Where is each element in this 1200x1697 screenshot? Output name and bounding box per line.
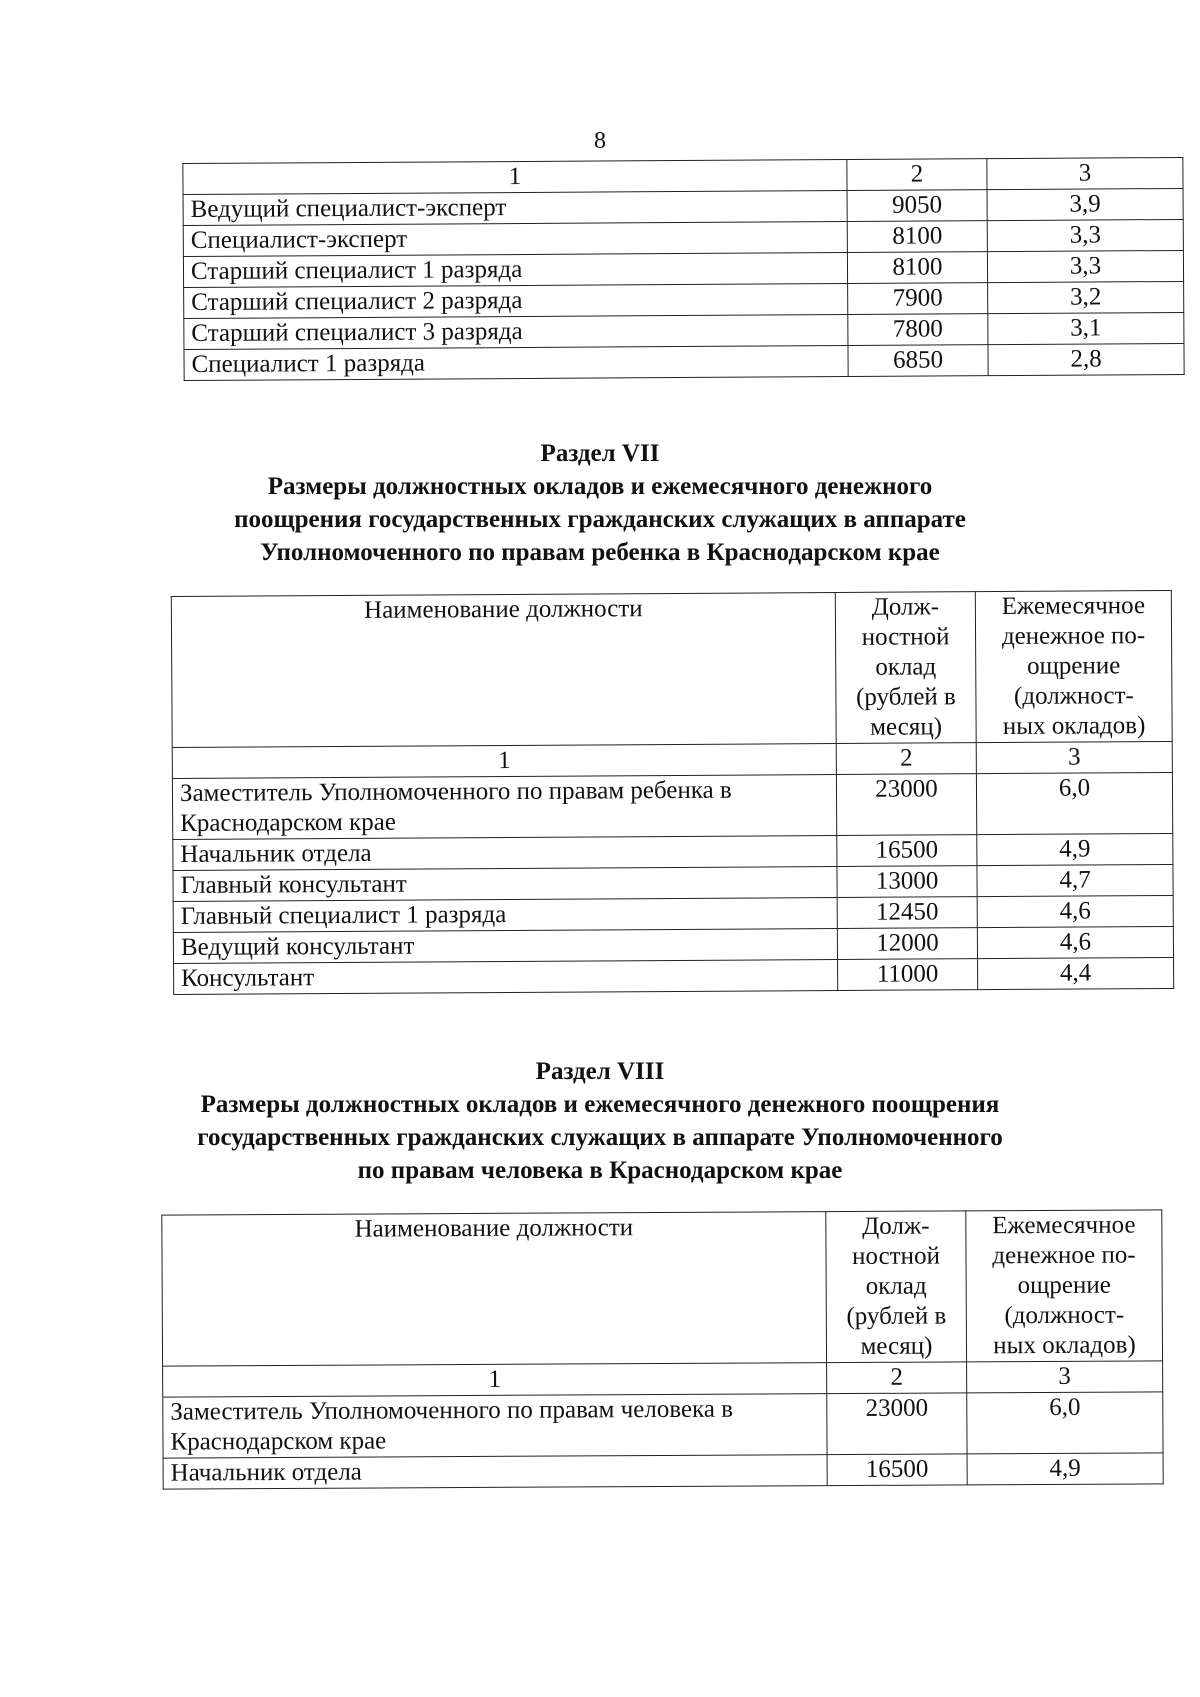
bonus-value: 4,9 (977, 833, 1173, 865)
section-7-salary-table (171, 590, 1174, 995)
bonus-value: 4,6 (977, 895, 1173, 927)
position-name: Консультант (174, 959, 838, 994)
column-number: 1 (183, 160, 847, 195)
header-line: Долж- (862, 1212, 930, 1240)
table-row (163, 1392, 1163, 1458)
bonus-value: 6,0 (967, 1392, 1163, 1454)
header-line: (должност- (1013, 682, 1134, 710)
header-line: оклад (875, 653, 937, 681)
column-number: 3 (967, 1361, 1163, 1393)
position-name: Старший специалист 3 разряда (184, 314, 848, 349)
header-line: ностной (861, 623, 950, 651)
header-row (171, 590, 1172, 747)
salary-value: 6850 (848, 345, 988, 377)
bonus-value: 6,0 (976, 772, 1172, 834)
salary-value: 8100 (847, 221, 987, 253)
column-number: 2 (847, 159, 987, 191)
bonus-value: 4,9 (967, 1453, 1163, 1485)
table-row (163, 1453, 1163, 1489)
header-line: (рублей в (855, 683, 956, 711)
bonus-value: 4,6 (977, 926, 1173, 958)
header-line: Ежемесячное (1001, 592, 1146, 620)
section-subtitle-line: государственных гражданских служащих в аппарате Уполномоченного (197, 1124, 1003, 1151)
header-line: ных окладов) (1002, 712, 1146, 740)
bonus-value: 3,3 (987, 219, 1183, 251)
salary-value: 8100 (847, 252, 987, 284)
salary-value: 9050 (847, 190, 987, 222)
position-line: Заместитель Уполномоченного по правам человека в (170, 1395, 734, 1426)
position-name: Главный консультант (173, 866, 837, 901)
salary-value: 12450 (837, 897, 977, 929)
column-number: 1 (172, 743, 836, 778)
salary-value: 7800 (848, 314, 988, 346)
header-bonus (966, 1210, 1163, 1362)
section-subtitle-line: Размеры должностных окладов и ежемесячного денежного поощрения (200, 1091, 1000, 1118)
position-line: Краснодарском крае (180, 808, 397, 838)
header-line: ных окладов) (993, 1331, 1136, 1360)
position-name: Ведущий специалист-эксперт (183, 190, 847, 225)
header-line: Ежемесячное (992, 1211, 1136, 1240)
salary-value: 23000 (836, 774, 976, 836)
bonus-value: 3,9 (987, 188, 1183, 220)
header-line: ностной (852, 1242, 940, 1271)
header-position-name: Наименование должности (171, 593, 836, 748)
section-title: Раздел VII (540, 440, 660, 467)
column-number: 1 (163, 1363, 827, 1397)
salary-value: 16500 (827, 1454, 967, 1486)
column-number: 2 (827, 1362, 967, 1394)
table-row (184, 343, 1184, 380)
header-line: месяц) (860, 1332, 933, 1360)
salary-value: 7900 (848, 283, 988, 315)
header-line: ощрение (1017, 1271, 1111, 1300)
section-subtitle-line: Уполномоченного по правам ребенка в Краснодарском крае (260, 539, 940, 566)
section-8-heading (0, 1055, 1200, 1187)
position-name: Начальник отдела (163, 1455, 827, 1489)
position-name: Специалист 1 разряда (184, 345, 848, 380)
header-line: (должност- (1004, 1301, 1125, 1330)
salary-value: 23000 (827, 1393, 967, 1455)
header-line: денежное по- (1001, 622, 1146, 650)
position-name (163, 1394, 827, 1458)
position-name: Специалист-эксперт (183, 221, 847, 256)
header-position-name: Наименование должности (162, 1212, 827, 1366)
table-row (172, 772, 1172, 839)
section-subtitle-line: поощрения государственных гражданских служащих в аппарате (234, 506, 966, 533)
header-line: месяц) (870, 713, 943, 741)
bonus-value: 3,2 (988, 281, 1184, 313)
position-name: Ведущий консультант (173, 928, 837, 963)
position-name (172, 774, 836, 839)
salary-table-continued (182, 157, 1184, 381)
section-8-salary-table (161, 1209, 1163, 1489)
position-name: Старший специалист 2 разряда (184, 283, 848, 318)
section-subtitle-line: по правам человека в Краснодарском крае (357, 1157, 843, 1184)
bonus-value: 3,1 (988, 312, 1184, 344)
header-line: Долж- (871, 593, 940, 621)
column-number: 3 (987, 157, 1183, 189)
salary-value: 16500 (837, 835, 977, 867)
header-salary (826, 1211, 967, 1363)
column-number: 2 (836, 743, 976, 775)
position-line: Краснодарском крае (170, 1427, 387, 1456)
position-name: Главный специалист 1 разряда (173, 897, 837, 932)
column-number: 3 (976, 741, 1172, 773)
page-number: 8 (594, 128, 606, 154)
section-7-heading (0, 437, 1200, 569)
header-line: оклад (865, 1272, 927, 1300)
header-line: денежное по- (992, 1241, 1136, 1270)
salary-value: 11000 (838, 959, 978, 991)
salary-value: 12000 (837, 928, 977, 960)
section-title: Раздел VIII (535, 1058, 665, 1085)
bonus-value: 4,4 (978, 957, 1174, 989)
salary-value: 13000 (837, 866, 977, 898)
header-salary (835, 592, 976, 744)
position-name: Старший специалист 1 разряда (183, 252, 847, 287)
bonus-value: 3,3 (987, 250, 1183, 282)
header-line: (рублей в (846, 1302, 947, 1331)
header-row (162, 1210, 1163, 1366)
section-subtitle-line: Размеры должностных окладов и ежемесячного денежного (267, 473, 933, 500)
bonus-value: 2,8 (988, 343, 1184, 375)
position-name: Начальник отдела (173, 835, 837, 870)
position-line: Заместитель Уполномоченного по правам ребенка в (179, 776, 732, 808)
table-row (174, 957, 1174, 994)
header-line: ощрение (1027, 652, 1121, 680)
header-bonus (975, 590, 1172, 742)
bonus-value: 4,7 (977, 864, 1173, 896)
